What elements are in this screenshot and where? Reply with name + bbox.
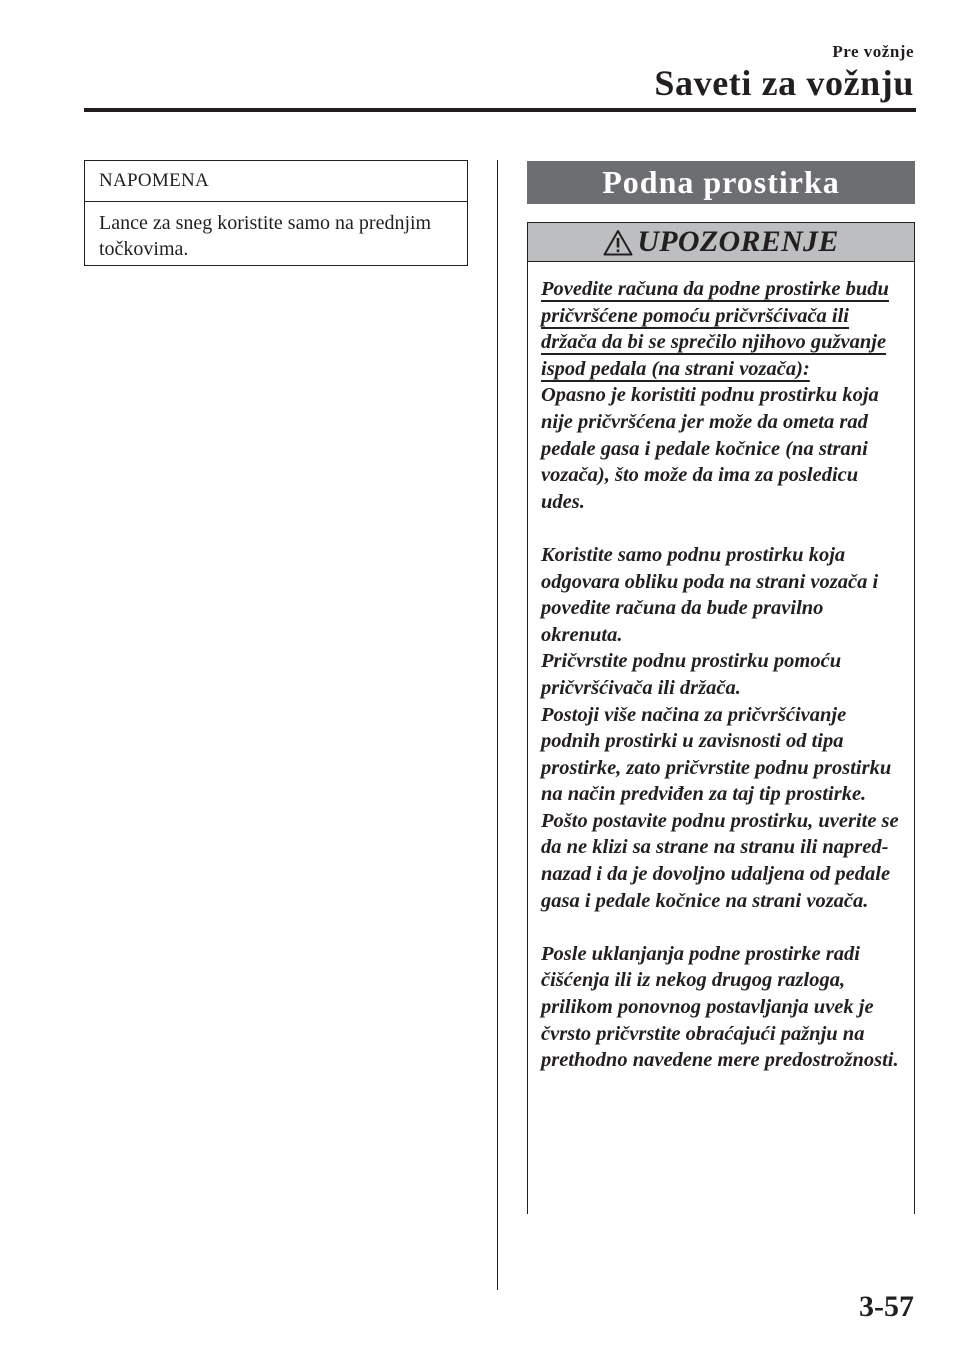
page-number: 3-57	[859, 1290, 914, 1323]
warning-triangle-icon	[603, 229, 633, 256]
note-body: Lance za sneg koristite samo na prednjim točkovima.	[99, 212, 432, 260]
warning-box	[527, 222, 915, 1214]
warning-paragraph: Pričvrstite podnu prostirku pomoću pričvršćivača ili držača.	[541, 650, 842, 699]
note-title: NAPOMENA	[85, 161, 467, 202]
section-banner: Podna prostirka	[527, 161, 915, 204]
warning-title: UPOZORENJE	[637, 225, 839, 258]
warning-headline: Povedite računa da podne prostirke budu pričvršćene pomoću pričvršćivača ili držača da bi se sprečilo njihovo gužvanje ispod pedala (na strani vozača):	[541, 278, 889, 380]
column-divider	[497, 160, 498, 1290]
warning-paragraph: Koristite samo podnu prostirku koja odgovara obliku poda na strani vozača i povedite računa da bude pravilno okrenuta.	[541, 543, 879, 646]
warning-header	[528, 223, 914, 262]
warning-paragraph: Opasno je koristiti podnu prostirku koja nije pričvršćena jer može da ometa rad pedale gasa i pedale kočnice (na strani vozača), što može da ima za posledicu udes.	[541, 384, 879, 513]
warning-paragraph: Postoji više načina za pričvršćivanje podnih prostirki u zavisnosti od tipa prostirke, zato pričvrstite podnu prostirku na način predviđen za taj tip prostirke.	[541, 703, 892, 806]
header-chapter: Pre vožnje	[832, 42, 914, 61]
warning-body	[528, 262, 914, 1074]
note-box	[84, 160, 468, 266]
header-rule	[84, 108, 916, 112]
warning-paragraph: Pošto postavite podnu prostirku, uverite se da ne klizi sa strane na stranu ili napred-nazad i da je dovoljno udaljena od pedale gasa i pedale kočnice na strani vozača.	[541, 809, 899, 912]
warning-paragraph: Posle uklanjanja podne prostirke radi čišćenja ili iz nekog drugog razloga, prilikom ponovnog postavljanja uvek je čvrsto pričvrstite obraćajući pažnju na prethodno navedene mere predostrožnosti.	[541, 942, 899, 1072]
page-title: Saveti za vožnju	[654, 63, 914, 103]
